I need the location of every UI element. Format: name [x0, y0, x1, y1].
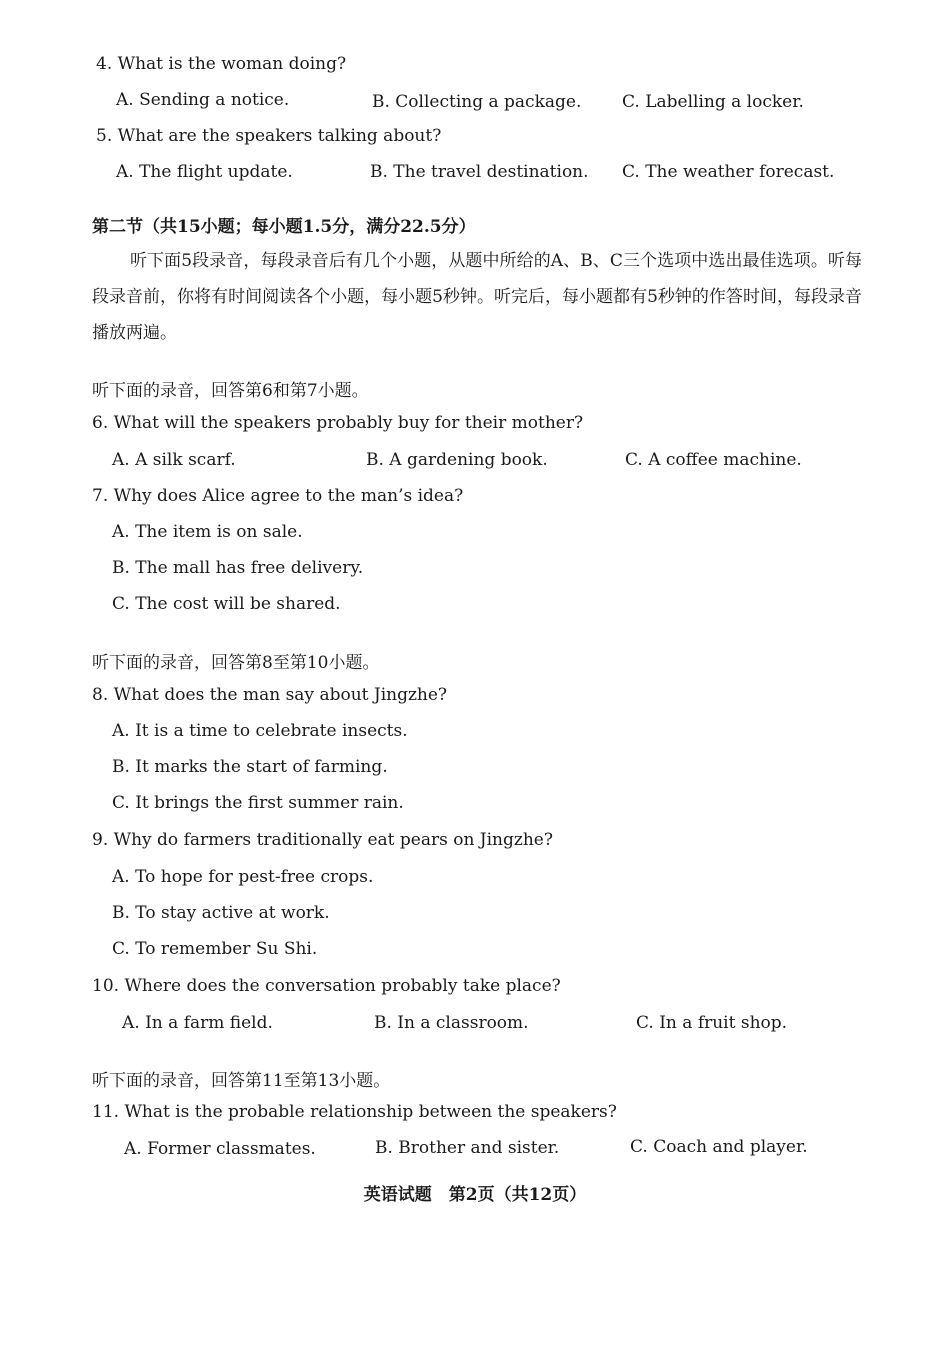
question-4-stem: 4. What is the woman doing?	[96, 54, 347, 74]
question-7-stem: 7. Why does Alice agree to the man’s idea?	[92, 486, 464, 506]
question-8-option-c: C. It brings the first summer rain.	[112, 793, 404, 813]
page-footer: 英语试题 第2页（共12页）	[363, 1185, 587, 1205]
question-5-stem: 5. What are the speakers talking about?	[96, 126, 442, 146]
question-11-option-c: C. Coach and player.	[630, 1137, 808, 1157]
question-10-stem: 10. Where does the conversation probably take place?	[92, 976, 561, 996]
question-5-option-b: B. The travel destination.	[370, 162, 589, 182]
question-6-option-b: B. A gardening book.	[366, 450, 548, 470]
question-4-option-a: A. Sending a notice.	[116, 90, 290, 110]
question-10-option-c: C. In a fruit shop.	[636, 1013, 788, 1033]
question-5-option-a: A. The flight update.	[116, 162, 293, 182]
question-8-option-b: B. It marks the start of farming.	[112, 757, 388, 777]
question-10-option-a: A. In a farm field.	[122, 1013, 273, 1033]
question-5-option-c: C. The weather forecast.	[622, 162, 835, 182]
question-6-option-c: C. A coffee machine.	[625, 450, 802, 470]
group-instruction-8-10: 听下面的录音，回答第8至第10小题。	[92, 653, 380, 673]
question-7-option-c: C. The cost will be shared.	[112, 594, 341, 614]
question-9-option-c: C. To remember Su Shi.	[112, 939, 318, 959]
question-11-option-b: B. Brother and sister.	[375, 1138, 560, 1158]
section-2-heading: 第二节（共15小题；每小题1.5分，满分22.5分）	[92, 217, 476, 237]
question-4-option-c: C. Labelling a locker.	[622, 92, 804, 112]
question-7-option-a: A. The item is on sale.	[112, 522, 303, 542]
question-9-option-b: B. To stay active at work.	[112, 903, 330, 923]
section-2-instructions: 听下面5段录音，每段录音后有几个小题，从题中所给的A、B、C三个选项中选出最佳选项。听每段录音前，你将有时间阅读各个小题，每小题5秒钟。听完后，每小题都有5秒钟的作答时间，每段录音播放两遍。	[92, 251, 862, 343]
question-9-stem: 9. Why do farmers traditionally eat pears on Jingzhe?	[92, 830, 553, 850]
question-6-stem: 6. What will the speakers probably buy for their mother?	[92, 413, 584, 433]
question-10-option-b: B. In a classroom.	[374, 1013, 529, 1033]
question-6-option-a: A. A silk scarf.	[112, 450, 236, 470]
question-8-stem: 8. What does the man say about Jingzhe?	[92, 685, 448, 705]
group-instruction-11-13: 听下面的录音，回答第11至第13小题。	[92, 1071, 391, 1091]
question-11-option-a: A. Former classmates.	[124, 1139, 316, 1159]
question-7-option-b: B. The mall has free delivery.	[112, 558, 364, 578]
question-4-option-b: B. Collecting a package.	[372, 92, 582, 112]
question-9-option-a: A. To hope for pest-free crops.	[112, 867, 374, 887]
question-11-stem: 11. What is the probable relationship between the speakers?	[92, 1102, 617, 1122]
group-instruction-6-7: 听下面的录音，回答第6和第7小题。	[92, 381, 369, 401]
question-8-option-a: A. It is a time to celebrate insects.	[112, 721, 408, 741]
